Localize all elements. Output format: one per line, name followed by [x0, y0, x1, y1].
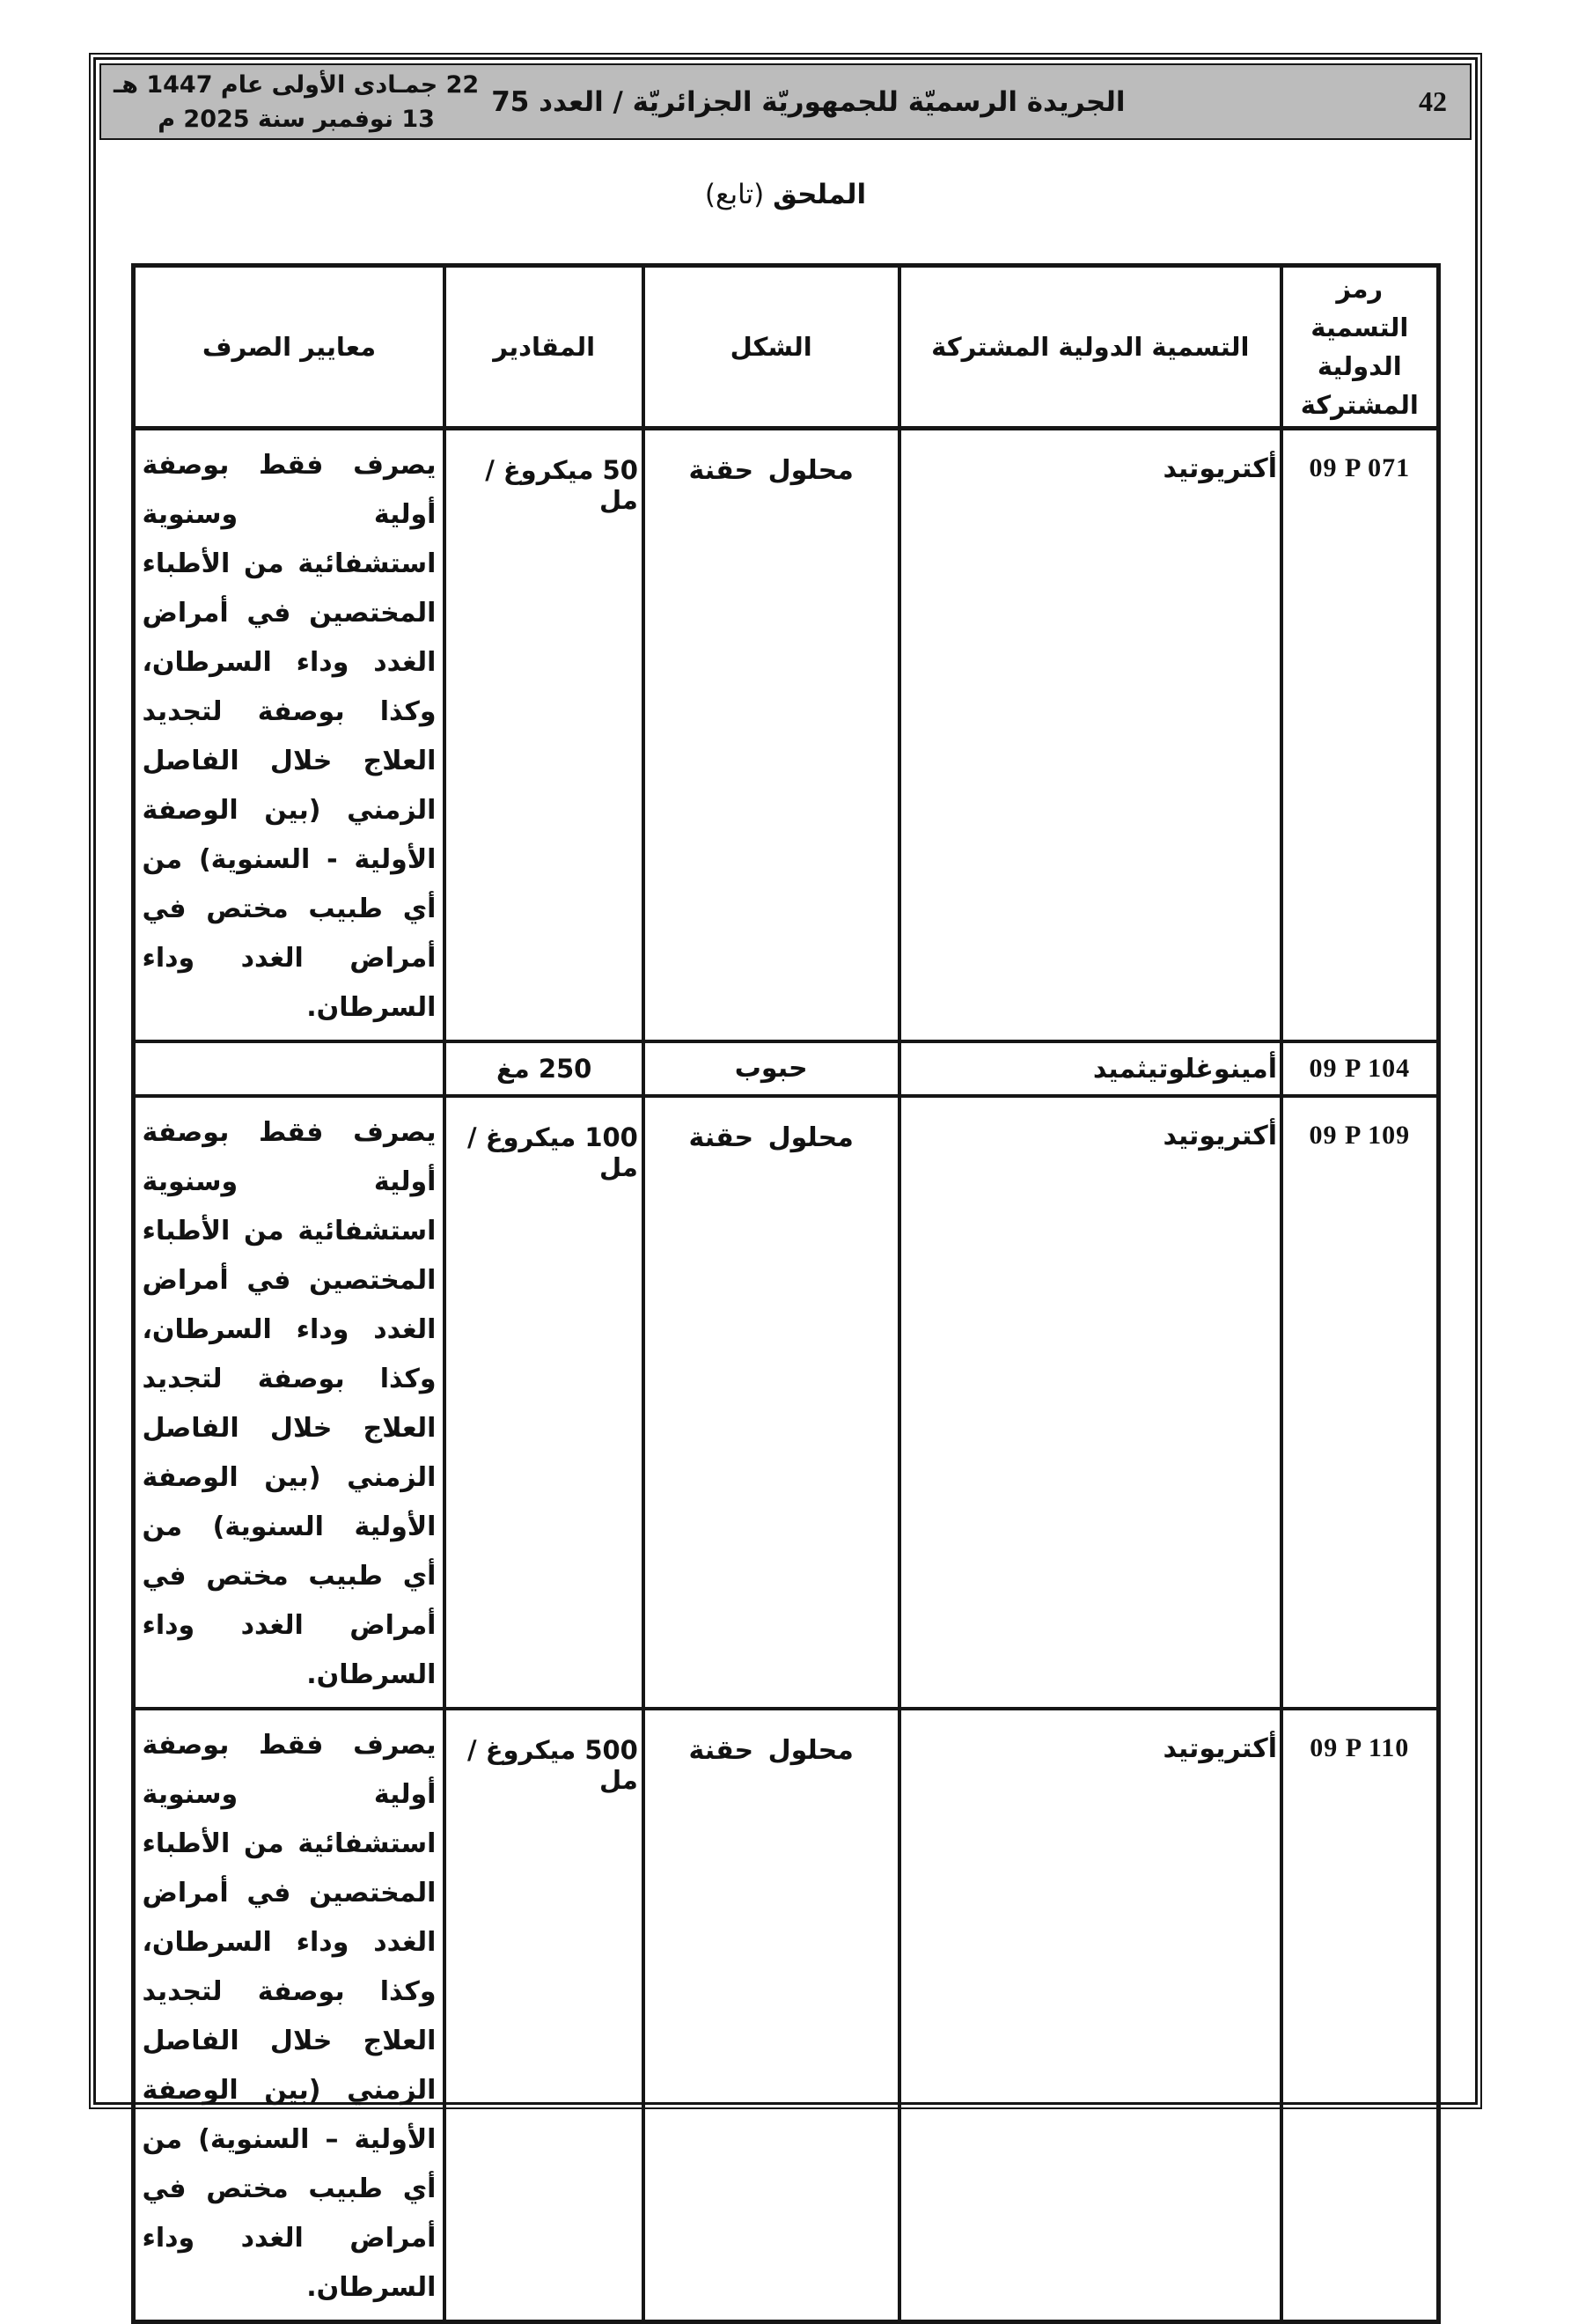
cell-code	[1281, 429, 1438, 1042]
cell-name: أكتريوتيد	[899, 1709, 1282, 2322]
journal-title: الجريدة الرسميّة للجمهوريّة الجزائريّة / العدد 75	[491, 85, 1126, 118]
column-header-dosage: المقادير	[444, 266, 642, 429]
cell-dosage: 50 ميكروغ / مل	[444, 429, 642, 1042]
column-header-criteria: معايير الصرف	[133, 266, 444, 429]
page-number	[1126, 85, 1471, 118]
cell-name: أمينوغلوتيثميد	[899, 1041, 1282, 1096]
date-hijri: 22 جمـادى الأولى عام 1447 هـ	[114, 70, 480, 99]
cell-name: أكتريوتيد	[899, 429, 1282, 1042]
cell-criteria: يصرف فقط بوصفة أولية وسنوية استشفائية من الأطباء المختصين في أمراض الغدد وداء السرطان، وكذا بوصفة لتجديد العلاج خلال الفاصل الزمني (بين الوصفة الأولية - السنوية) من أي طبيب مختص في أمراض الغدد وداء السرطان.	[133, 429, 444, 1042]
column-header-name: التسمية الدولية المشتركة	[899, 266, 1282, 429]
table-row	[133, 1096, 1438, 1709]
cell-form: محلول حقنة	[643, 1096, 899, 1709]
table-row	[133, 429, 1438, 1042]
cell-criteria: يصرف فقط بوصفة أولية وسنوية استشفائية من الأطباء المختصين في أمراض الغدد وداء السرطان، وكذا بوصفة لتجديد العلاج خلال الفاصل الزمني (بين الوصفة الأولية السنوية) من أي طبيب مختص في أمراض الغدد وداء السرطان.	[133, 1096, 444, 1709]
table-row	[133, 1709, 1438, 2322]
cell-dosage: 250 مغ	[444, 1041, 642, 1096]
annex-heading	[96, 175, 1475, 214]
code-value: 09 P 110	[1310, 1733, 1410, 1762]
cell-form: محلول حقنة	[643, 429, 899, 1042]
header-bar	[99, 63, 1472, 140]
cell-code	[1281, 1096, 1438, 1709]
table-header-row	[133, 266, 1438, 429]
table-row	[133, 1041, 1438, 1096]
cell-form: محلول حقنة	[643, 1709, 899, 2322]
date-block	[114, 68, 479, 136]
cell-name: أكتريوتيد	[899, 1096, 1282, 1709]
code-value: 09 P 071	[1309, 453, 1411, 482]
publication-date	[101, 68, 491, 136]
cell-dosage: 500 ميكروغ / مل	[444, 1709, 642, 2322]
page-frame-inner	[93, 57, 1478, 2303]
cell-criteria: يصرف فقط بوصفة أولية وسنوية استشفائية من الأطباء المختصين في أمراض الغدد وداء السرطان، وكذا بوصفة لتجديد العلاج خلال الفاصل الزمني (بين الوصفة الأولية – السنوية) من أي طبيب مختص في أمراض الغدد وداء السرطان.	[133, 1709, 444, 2322]
page-number-value: 42	[1419, 85, 1447, 117]
column-header-form: الشكل	[643, 266, 899, 429]
cell-code	[1281, 1709, 1438, 2322]
date-gregorian: 13 نوفمبر سنة 2025 م	[158, 105, 435, 133]
cell-criteria	[133, 1041, 444, 1096]
medicines-table	[131, 263, 1441, 2324]
code-value: 09 P 104	[1309, 1053, 1411, 1083]
cell-form: حبوب	[643, 1041, 899, 1096]
annex-heading-main: الملحق	[773, 179, 867, 210]
annex-heading-suffix: (تابع)	[704, 179, 765, 210]
code-value: 09 P 109	[1309, 1121, 1411, 1150]
column-header-code: رمز التسمية الدولية المشتركة	[1281, 266, 1438, 429]
cell-dosage: 100 ميكروغ / مل	[444, 1096, 642, 1709]
cell-code	[1281, 1041, 1438, 1096]
page-frame	[89, 53, 1482, 2303]
